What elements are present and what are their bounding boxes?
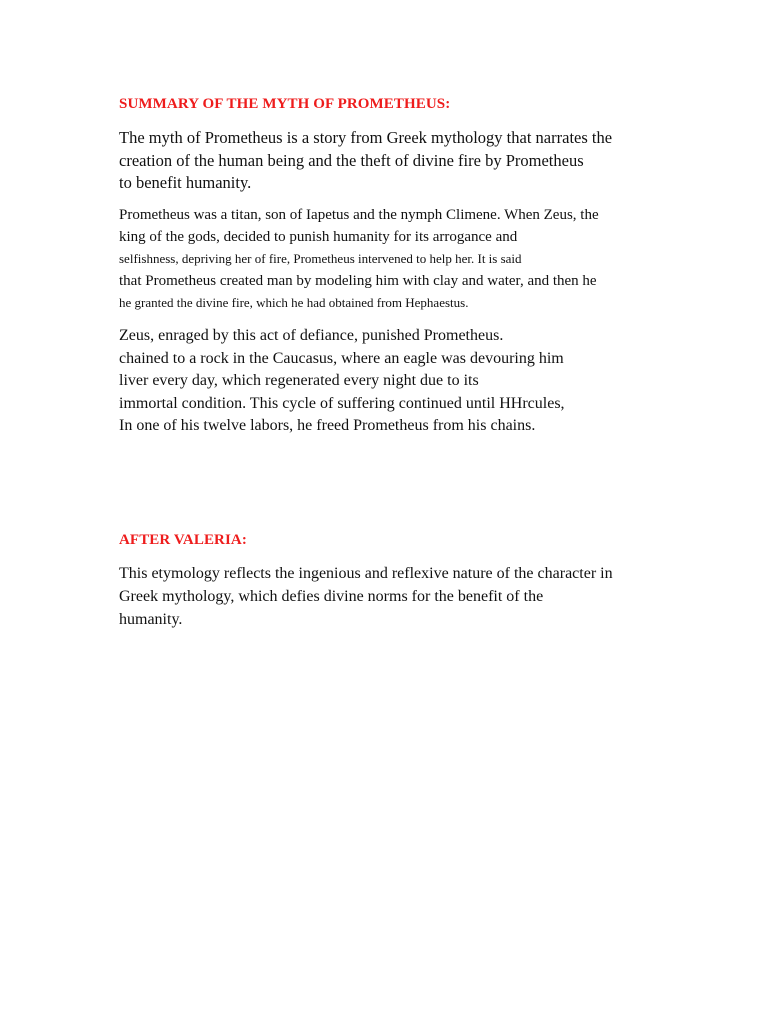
paragraph-line: chained to a rock in the Caucasus, where an eagle was devouring him [119, 349, 564, 367]
after-valeria-heading: AFTER VALERIA: [119, 532, 247, 548]
paragraph-etymology [119, 562, 719, 631]
summary-heading: SUMMARY OF THE MYTH OF PROMETHEUS: [119, 96, 451, 112]
paragraph-line: liver every day, which regenerated every night due to its [119, 372, 479, 389]
paragraph-line: king of the gods, decided to punish humanity for its arrogance and [119, 229, 518, 245]
paragraph-line: to benefit humanity. [119, 173, 252, 192]
paragraph-line: humanity. [119, 611, 183, 628]
paragraph-line: creation of the human being and the theft of divine fire by Prometheus [119, 150, 584, 170]
paragraph-line: Prometheus was a titan, son of Iapetus and the nymph Climene. When Zeus, the [119, 207, 599, 223]
paragraph-zeus-punishment [119, 325, 719, 438]
paragraph-line: that Prometheus created man by modeling him with clay and water, and then he [119, 273, 597, 289]
paragraph-line: Greek mythology, which defies divine norms for the benefit of the [119, 588, 544, 605]
paragraph-intro [119, 127, 719, 195]
paragraph-line: immortal condition. This cycle of suffering continued until HHrcules, [119, 394, 565, 412]
paragraph-line: In one of his twelve labors, he freed Prometheus from his chains. [119, 417, 536, 434]
paragraph-line: Zeus, enraged by this act of defiance, punished Prometheus. [119, 327, 504, 344]
paragraph-line: selfishness, depriving her of fire, Prometheus intervened to help her. It is said [119, 251, 522, 266]
paragraph-line: he granted the divine fire, which he had obtained from Hephaestus. [119, 295, 469, 310]
paragraph-line: The myth of Prometheus is a story from Greek mythology that narrates the [119, 128, 613, 147]
paragraph-line: This etymology reflects the ingenious and reflexive nature of the character in [119, 565, 613, 582]
paragraph-prometheus-titan [119, 204, 719, 314]
